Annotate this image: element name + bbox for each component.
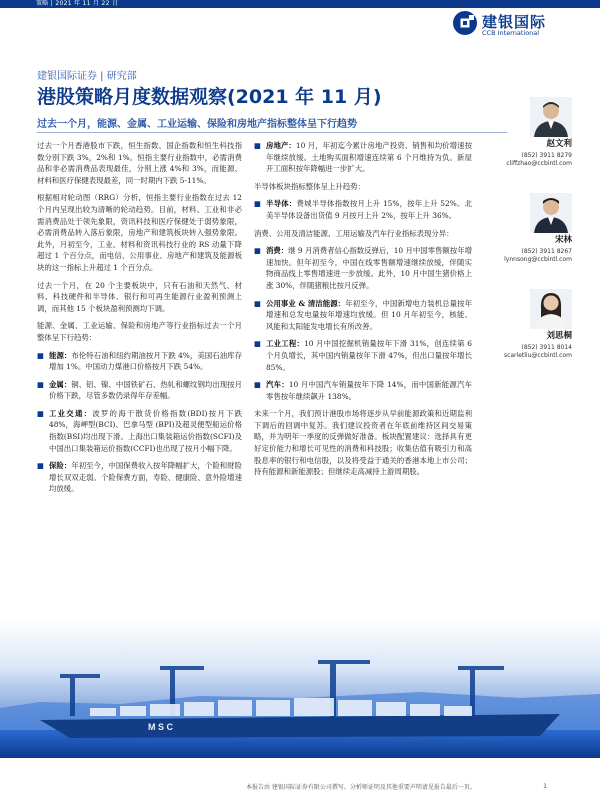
- analyst-3-avatar: [530, 289, 572, 329]
- report-title: 港股策略月度数据观察(2021 年 11 月): [37, 86, 382, 108]
- bullet-dot-icon: ■: [37, 408, 44, 418]
- paragraph-semis: 半导体板块指标整体呈上升趋势：: [254, 181, 365, 191]
- bullet-dot-icon: ■: [37, 350, 44, 360]
- analyst-email[interactable]: cliffzhao@ccbintl.com: [506, 160, 572, 167]
- bullet-dot-icon: ■: [254, 141, 261, 150]
- ccb-logo-icon: [452, 10, 478, 36]
- bullet-dot-icon: ■: [254, 199, 261, 209]
- title-divider: [37, 132, 507, 133]
- left-column: [37, 140, 242, 501]
- bullet-dot-icon: ■: [254, 298, 261, 308]
- analyst-name: 刘思桐: [546, 331, 572, 341]
- analyst-email[interactable]: scarletliu@ccbintl.com: [503, 352, 572, 359]
- logo-name-en: CCB International: [482, 29, 540, 37]
- container-port-banner: [0, 618, 600, 758]
- bullet-dot-icon: ■: [37, 379, 44, 389]
- bullet-consumption: ■ 消费：继 9 月消费者信心指数反弹后，10 月中国零售额按年增速加快。但年初至今，中国在线零售额增速继续放缓，伴随实物商品线上零售增速进一步放缓。此外，10 月中国生猪价格上涨 30%，伴随猪粮比按月反弹。: [254, 246, 472, 290]
- right-column: [254, 140, 472, 484]
- analyst-phone: (852) 3911 8267: [521, 248, 572, 255]
- bullet-auto: ■ 汽车：10 月中国汽车销量按年下降 14%，而中国新能源汽车零售按年继续飙升 138%。: [254, 380, 472, 401]
- bullet-industrial: ■ 工业工程：10 月中国挖掘机销量按年下滑 31%，创连续第 6 个月负增长，其中国内销量按年下滑 47%，但出口量按年增长 85%。: [254, 339, 472, 372]
- bullet-energy: ■ 能源：布伦特石油和纽约期油按月下跌 4%，美国石油库存增加 1%。中国动力煤港口价格按月下跌 54%。: [37, 350, 242, 372]
- bullet-transport: ■ 工业交通：波罗的海干散货价格指数(BDI)按月下跌 48%，海岬型(BCI)、巴拿马型 (BPI)及超灵便型船运价格指数(BSI)均出现下滑。上海出口集装箱运价指数(SCFI)及中国出口集装箱运价指数(CCFI)也出现了按月小幅下降。: [37, 408, 242, 453]
- svg-text:M S C: M S C: [148, 722, 174, 732]
- paragraph-earnings: 过去一个月，在 20 个主要板块中，只有石油和天然气、材料、科技硬件和半导体、银行和可再生能源行业盈利预测上调，而其他 15 个板块盈利预测均下调。: [37, 280, 242, 313]
- bullet-dot-icon: ■: [37, 461, 44, 471]
- footer-disclaimer: 本报告由 建银国际证券有限公司撰写。分析师证明及其他重要声明请见报告最后一页。: [246, 784, 476, 791]
- analyst-2-avatar: [530, 193, 572, 233]
- department-label: 建银国际证券 | 研究部: [37, 71, 137, 82]
- paragraph-downtrend: 能源、金属、工业运输、保险和房地产等行业指标过去一个月整体呈下行趋势：: [37, 321, 242, 342]
- analyst-card: [478, 193, 578, 283]
- paragraph-rrg: 根据相对轮动图（RRG）分析，恒指主要行业指数在过去 12 个月内呈现出较为清晰的轮动趋势。目前，材料、工业和非必需消费品处于领先象限，资讯科技和医疗保健处于弱势象限，必需消费品转入落后象限，房地产和建筑板块转入强势象限。此外，月初至今，工业、材料和资讯科技行业的 RS 动量下降超过 1 个百分点，而电信、公用事业、房地产和建筑及能源板块的这一指标上升超过 1 个百分点。: [37, 193, 242, 272]
- bullet-dot-icon: ■: [254, 339, 261, 349]
- bullet-semis: ■ 半导体：费城半导体指数按月上升 15%，按年上升 52%。北美半导体设备出货值 9 月按月上升 2%，按年上升 36%。: [254, 199, 472, 220]
- analyst-card: [478, 97, 578, 187]
- company-logo: [452, 10, 572, 36]
- bullet-utilities: ■ 公用事业 & 清洁能源：年初至今，中国新增电力装机总量按年增速和总发电量按年增速均放缓。但 10 月年初至今，核能、风能和太阳能发电增长有所改善。: [254, 298, 472, 331]
- analyst-phone: (852) 3911 8279: [521, 152, 572, 159]
- paragraph-outlook: 未来一个月，我们预计港股市场将逐步从早前能源政策和近期监利下调后的回调中复苏。我们建议投资者在年底前维持区间交易策略，并为明年一季度的反弹做好准备。板块配置建议：选择具有更好定价能力和增长可见性的消费和科技股；收集估值有吸引力和高股息率的银行和电信股，以及将受益于通关的香港本地上市公司；持有能源和新能源股；但继续走高减持上游周期股。: [254, 409, 472, 477]
- analyst-phone: (852) 3911 8014: [521, 344, 572, 351]
- page-number: 1: [543, 782, 548, 790]
- paragraph-market: 过去一个月香港股市下跌，恒生指数、国企指数和恒生科技指数分别下跌 3%，2%和 1%。恒指主要行业指数中，必需消费品和非必需消费品表现最佳，分别上涨 4%和 3%，而能源、材料和医疗保健表现最差，同一时期内下跌 5-11%。: [37, 141, 242, 185]
- bullet-metals: ■ 金属：铜、铝、镍、中国铁矿石、热轧和螺纹钢均出现按月价格下跌，尽管多数仍录得年存差幅。: [37, 379, 242, 401]
- bullet-dot-icon: ■: [254, 380, 261, 390]
- analyst-email[interactable]: lynnsong@ccbintl.com: [504, 256, 572, 263]
- analyst-name: 赵文利: [546, 139, 572, 149]
- header-label: 策略 | 2021 年 11 月 22 日: [36, 0, 119, 7]
- paragraph-consumer: 消费、公用及清洁能源、工用运输及汽车行业指标表现分异：: [254, 228, 454, 238]
- bullet-dot-icon: ■: [254, 246, 261, 256]
- logo-name-cn: 建银国际: [482, 13, 547, 31]
- analyst-card: [478, 289, 578, 379]
- report-subtitle: 过去一个月，能源、金属、工业运输、保险和房地产指标整体呈下行趋势: [37, 119, 357, 130]
- analyst-1-avatar: [530, 97, 572, 137]
- bullet-insurance: ■ 保险：年初至今，中国保费收入按年降幅扩大，个险和财险增长双双走弱。个险保费方面，寿险、健康险、意外险增速均放缓。: [37, 461, 242, 494]
- bullet-property: ■ 房地产：10 月，年初迄今累计房地产投资、销售和均价增速按年继续放缓。土地购买面积增速连续第 6 个月维持为负。新屋开工面积按年降幅进一步扩大。: [254, 141, 472, 174]
- analyst-name: 宋林: [554, 235, 572, 245]
